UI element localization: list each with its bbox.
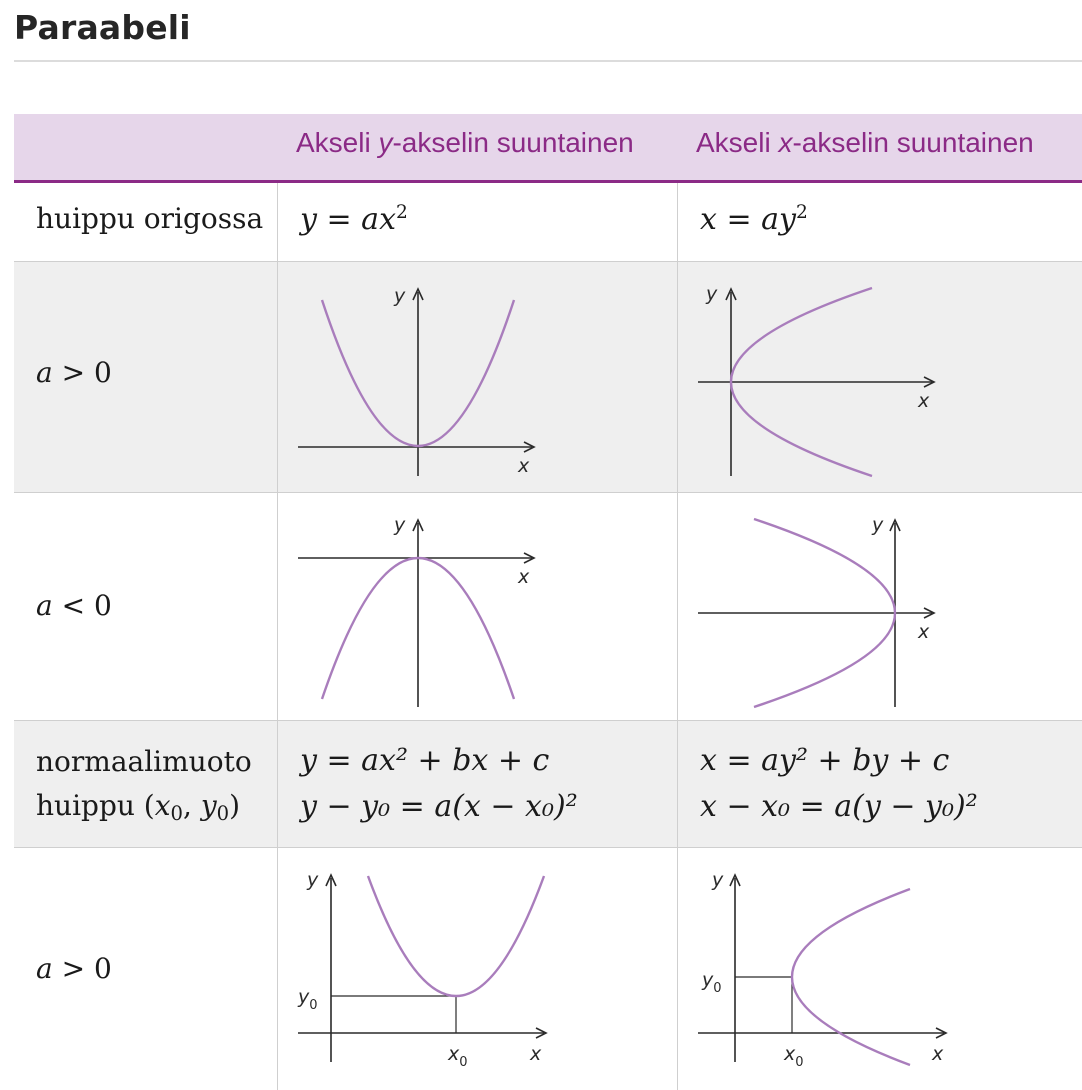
- eq-coef: a: [761, 202, 780, 238]
- header-col-y-var: y: [378, 127, 393, 158]
- parabola-curve: [792, 889, 910, 1065]
- equation-y-standard: y = ax² + bx + c: [300, 743, 550, 778]
- graph-rightward-parabola: [678, 262, 1082, 492]
- x-axis-label: x: [518, 566, 530, 588]
- label-var: a: [36, 952, 53, 985]
- row-label: huippu origossa: [36, 202, 264, 235]
- graph-cell-y: [277, 848, 677, 1090]
- table-row-a-positive: [14, 262, 1082, 493]
- eq-exp: 2: [795, 202, 808, 223]
- row-label: [36, 589, 112, 622]
- y-axis-label: y: [307, 869, 319, 891]
- row-label-cell: [14, 721, 276, 847]
- eq-exp: 2: [395, 202, 408, 223]
- header-col-x-var: x: [778, 127, 793, 158]
- graph-cell-x: [677, 493, 1082, 720]
- label-y0-sub: 0: [216, 801, 230, 825]
- title-divider: [14, 60, 1082, 62]
- label-y0-var: y: [200, 789, 217, 822]
- graph-cell-x: [677, 848, 1082, 1090]
- graph-cell-x: [677, 262, 1082, 492]
- y-axis-label: y: [872, 514, 884, 536]
- x-axis-label: x: [918, 621, 930, 643]
- x-axis-label: x: [518, 455, 530, 477]
- graph-shifted-upward-parabola: [278, 848, 678, 1090]
- header-col-y-axis: [277, 114, 677, 180]
- eq-lhs: y: [300, 202, 317, 238]
- row-label-line2: [36, 789, 240, 825]
- eq-coef: a: [361, 202, 380, 238]
- graph-shifted-rightward-parabola: [678, 848, 1082, 1090]
- equation-y-vertex: y − y₀ = a(x − x₀)²: [300, 789, 578, 824]
- label-var: a: [36, 356, 53, 389]
- header-col-x-pre: Akseli: [696, 127, 779, 158]
- equation-x-axis: [700, 202, 808, 237]
- table-row-a-negative: [14, 493, 1082, 721]
- parabola-table: [14, 114, 1082, 1090]
- table-row-normal-form: [14, 721, 1082, 848]
- row-label-cell: [14, 848, 276, 1090]
- row-label: [36, 952, 112, 985]
- row-label: [36, 356, 112, 389]
- equation-cell-x: [677, 721, 1082, 847]
- header-col-x-axis: [677, 114, 1082, 180]
- equation-x-vertex: x − x₀ = a(y − y₀)²: [700, 789, 978, 824]
- header-col-x-label: [696, 127, 1034, 159]
- table-header: [14, 114, 1082, 183]
- y-axis-label: y: [712, 869, 724, 891]
- graph-downward-parabola: [278, 493, 678, 720]
- label-close: ): [229, 789, 241, 822]
- table-row-shifted-a-positive: [14, 848, 1082, 1090]
- label-vertex-text: huippu (: [36, 789, 155, 822]
- label-condition: > 0: [52, 952, 112, 985]
- header-col-y-label: [296, 127, 634, 159]
- x-axis-label: x: [530, 1043, 542, 1065]
- graph-upward-parabola: [278, 262, 678, 492]
- header-col-x-post: -akselin suuntainen: [792, 127, 1034, 158]
- label-condition: > 0: [52, 356, 112, 389]
- equation-cell-x: [677, 183, 1082, 261]
- parabola-curve: [368, 876, 544, 996]
- row-label-cell: [14, 262, 276, 492]
- header-empty-cell: [14, 114, 276, 180]
- y0-label: $y_0$: [702, 969, 722, 996]
- x0-label: $x_0$: [784, 1043, 804, 1070]
- eq-op: =: [716, 202, 762, 238]
- eq-lhs: x: [700, 202, 717, 238]
- y-axis-label: y: [706, 283, 718, 305]
- equation-cell-y: [277, 183, 677, 261]
- table-row-vertex-origin: [14, 183, 1082, 262]
- eq-var: y: [779, 202, 796, 238]
- header-col-y-post: -akselin suuntainen: [392, 127, 634, 158]
- equation-y-axis: [300, 202, 408, 237]
- eq-var: x: [379, 202, 396, 238]
- eq-op: =: [316, 202, 362, 238]
- label-condition: < 0: [52, 589, 112, 622]
- x-axis-label: x: [918, 390, 930, 412]
- header-col-y-pre: Akseli: [296, 127, 379, 158]
- x-axis-label: x: [932, 1043, 944, 1065]
- label-var: a: [36, 589, 53, 622]
- graph-cell-y: [277, 493, 677, 720]
- y0-label: $y_0$: [298, 986, 318, 1013]
- row-label-cell: [14, 183, 276, 261]
- label-x0-sub: 0: [170, 801, 183, 825]
- y-axis-label: y: [394, 285, 406, 307]
- graph-cell-y: [277, 262, 677, 492]
- row-label-line1: normaalimuoto: [36, 745, 252, 778]
- equation-cell-y: [277, 721, 677, 847]
- label-x0-var: x: [154, 789, 171, 822]
- equation-x-standard: x = ay² + by + c: [700, 743, 950, 778]
- y-axis-label: y: [394, 514, 406, 536]
- page-title: Paraabeli: [14, 8, 191, 47]
- graph-leftward-parabola: [678, 493, 1082, 720]
- row-label-cell: [14, 493, 276, 720]
- x0-label: $x_0$: [448, 1043, 468, 1070]
- label-sep: ,: [183, 789, 201, 822]
